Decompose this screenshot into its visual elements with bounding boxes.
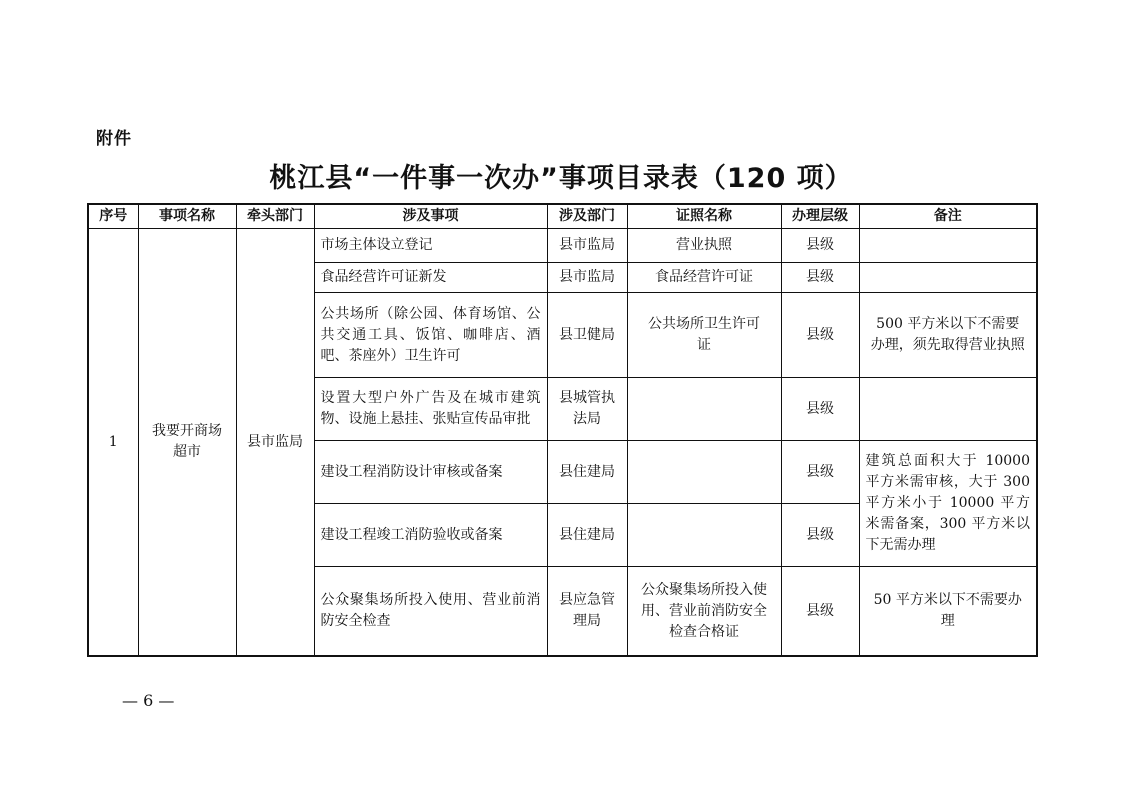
column-header-item-name: 事项名称 <box>138 204 236 229</box>
handling-level-cell: 县级 <box>781 567 859 657</box>
related-matter-cell: 市场主体设立登记 <box>314 229 547 263</box>
related-matter-cell: 建设工程竣工消防验收或备案 <box>314 504 547 567</box>
license-name-cell <box>627 504 781 567</box>
related-matter-cell: 食品经营许可证新发 <box>314 263 547 293</box>
remarks-cell <box>859 378 1037 441</box>
related-department-cell: 县城管执法局 <box>547 378 627 441</box>
column-header-license-name: 证照名称 <box>627 204 781 229</box>
remarks-cell <box>859 263 1037 293</box>
column-header-remarks: 备注 <box>859 204 1037 229</box>
table-row <box>88 229 1037 263</box>
document-title: 桃江县“一件事一次办”事项目录表（120 项） <box>269 163 853 194</box>
attachment-label: 附件 <box>96 129 132 149</box>
catalog-table <box>87 203 1038 657</box>
item-number-cell: 1 <box>88 229 138 657</box>
column-header-related-department: 涉及部门 <box>547 204 627 229</box>
license-name-cell: 公共场所卫生许可证 <box>627 293 781 378</box>
column-header-lead-department: 牵头部门 <box>236 204 314 229</box>
remarks-cell: 500 平方米以下不需要办理，须先取得营业执照 <box>859 293 1037 378</box>
related-department-cell: 县市监局 <box>547 263 627 293</box>
related-department-cell: 县住建局 <box>547 441 627 504</box>
item-name-cell: 我要开商场超市 <box>138 229 236 657</box>
handling-level-cell: 县级 <box>781 378 859 441</box>
related-department-cell: 县卫健局 <box>547 293 627 378</box>
related-department-cell: 县市监局 <box>547 229 627 263</box>
related-matter-cell: 公共场所（除公园、体育场馆、公共交通工具、饭馆、咖啡店、酒吧、茶座外）卫生许可 <box>314 293 547 378</box>
handling-level-cell: 县级 <box>781 441 859 504</box>
related-department-cell: 县住建局 <box>547 504 627 567</box>
column-header-handling-level: 办理层级 <box>781 204 859 229</box>
column-header-number: 序号 <box>88 204 138 229</box>
license-name-cell: 公众聚集场所投入使用、营业前消防安全检查合格证 <box>627 567 781 657</box>
related-matter-cell: 建设工程消防设计审核或备案 <box>314 441 547 504</box>
license-name-cell: 营业执照 <box>627 229 781 263</box>
license-name-cell: 食品经营许可证 <box>627 263 781 293</box>
related-department-cell: 县应急管理局 <box>547 567 627 657</box>
handling-level-cell: 县级 <box>781 293 859 378</box>
remarks-cell: 50 平方米以下不需要办理 <box>859 567 1037 657</box>
remarks-cell <box>859 229 1037 263</box>
handling-level-cell: 县级 <box>781 504 859 567</box>
page-number: — 6 — <box>122 691 175 710</box>
license-name-cell <box>627 378 781 441</box>
related-matter-cell: 设置大型户外广告及在城市建筑物、设施上悬挂、张贴宣传品审批 <box>314 378 547 441</box>
remarks-cell: 建筑总面积大于 10000 平方米需审核，大于 300 平方米小于 10000 平方米需备案，300 平方米以下无需办理 <box>859 441 1037 567</box>
related-matter-cell: 公众聚集场所投入使用、营业前消防安全检查 <box>314 567 547 657</box>
handling-level-cell: 县级 <box>781 229 859 263</box>
table-header-row <box>88 204 1037 229</box>
lead-department-cell: 县市监局 <box>236 229 314 657</box>
handling-level-cell: 县级 <box>781 263 859 293</box>
license-name-cell <box>627 441 781 504</box>
column-header-related-matter: 涉及事项 <box>314 204 547 229</box>
